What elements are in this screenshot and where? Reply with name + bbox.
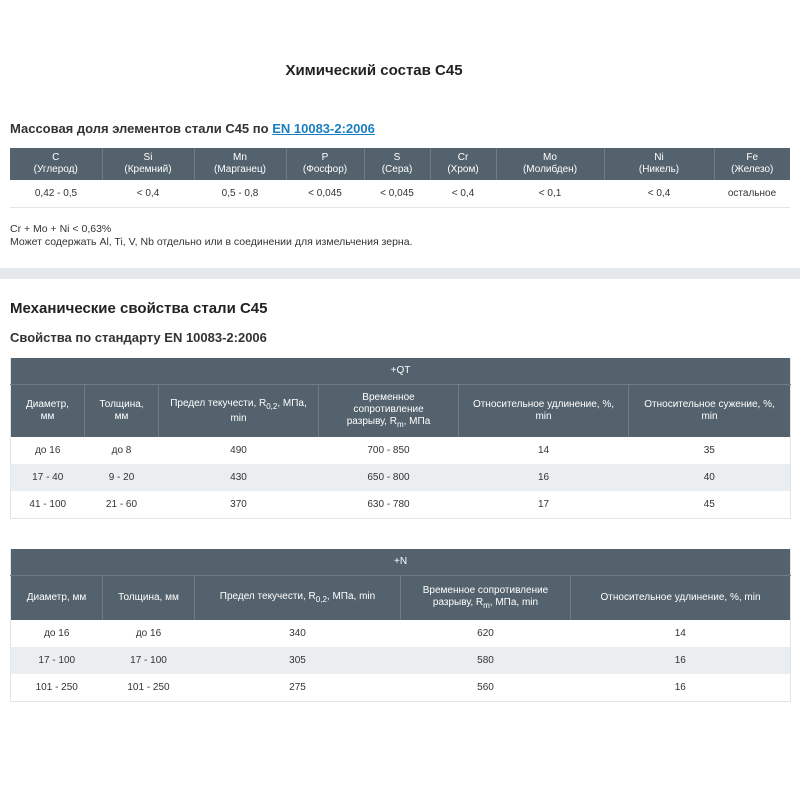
element-value: < 0,4	[451, 188, 475, 199]
table-cell: 620	[477, 628, 494, 639]
qt-group-row	[11, 358, 791, 385]
header-text: Относительное удлинение, %,	[472, 399, 615, 410]
table-cell: 21 - 60	[105, 499, 138, 510]
header-text: min	[701, 411, 718, 422]
element-header	[194, 148, 286, 180]
table-cell: 17	[537, 499, 550, 510]
tensile-strength-header	[319, 385, 459, 438]
table-cell: 17 - 40	[11, 464, 85, 491]
element-name: (Фосфор)	[302, 164, 348, 175]
chem-heading-text: Массовая доля элементов стали С45 по	[10, 121, 269, 136]
header-text: разрыву, R	[432, 596, 484, 608]
mechanical-title: Механические свойства стали С45	[10, 300, 268, 317]
chem-notes	[10, 223, 412, 249]
element-name: (Молибден)	[522, 164, 578, 175]
table-cell: 630 - 780	[367, 499, 410, 510]
n-header-row	[11, 576, 791, 621]
element-header	[286, 148, 364, 180]
n-group-row	[11, 549, 791, 576]
header-subscript: m	[483, 600, 490, 610]
header-text: разрыву, R	[346, 415, 397, 427]
element-value: < 0,4	[647, 188, 671, 199]
header-subscript: 0,2	[266, 401, 278, 411]
table-cell: 340	[289, 628, 306, 639]
header-text: Временное сопротивление	[422, 584, 549, 596]
element-symbol: Ni	[654, 152, 664, 163]
element-symbol: Mn	[233, 152, 247, 163]
yield-strength-header	[195, 576, 401, 621]
table-cell: 35	[703, 445, 715, 456]
header-subscript: 0,2	[315, 594, 327, 604]
element-header	[102, 148, 194, 180]
element-value: < 0,4	[136, 188, 160, 199]
table-row	[11, 437, 791, 464]
element-symbol: S	[393, 152, 401, 163]
table-cell: 9 - 20	[85, 464, 159, 491]
yield-strength-header	[159, 385, 319, 438]
thickness-header	[85, 385, 159, 438]
table-cell: 16	[459, 464, 629, 491]
table-cell: 650 - 800	[319, 464, 459, 491]
element-header	[430, 148, 496, 180]
element-name: (Железо)	[731, 164, 774, 175]
reduction-header	[629, 385, 791, 438]
qt-group-header: +QT	[11, 358, 791, 385]
header-text: , МПа, min	[489, 596, 539, 608]
header-text: Предел текучести, R	[219, 590, 316, 602]
thickness-header: Толщина, мм	[103, 576, 195, 621]
table-row	[11, 464, 791, 491]
table-cell: 16	[674, 682, 686, 693]
mechanical-subtitle: Свойства по стандарту EN 10083-2:2006	[10, 330, 267, 345]
element-name: (Хром)	[447, 164, 479, 175]
header-text: мм	[40, 411, 55, 422]
qt-header-row	[11, 385, 791, 438]
element-symbol: Cr	[457, 152, 469, 163]
element-symbol: Mo	[543, 152, 557, 163]
header-text: сопротивление	[353, 403, 424, 415]
header-subscript: m	[396, 419, 404, 429]
element-name: (Кремний)	[124, 164, 172, 175]
element-name: (Марганец)	[213, 164, 267, 175]
element-value: < 0,045	[308, 188, 342, 199]
diameter-header	[11, 385, 85, 438]
qt-properties-table	[10, 358, 791, 519]
table-cell: 17 - 100	[11, 647, 103, 674]
n-properties-table	[10, 549, 791, 702]
page-title: Химический состав С45	[285, 62, 463, 79]
table-cell: до 16	[44, 628, 70, 639]
section-divider	[0, 268, 800, 279]
chem-header-row	[10, 148, 790, 180]
elongation-header	[459, 385, 629, 438]
diameter-header: Диаметр, мм	[11, 576, 103, 621]
element-value: 0,42 - 0,5	[34, 188, 78, 199]
header-text: мм	[114, 411, 129, 422]
header-text: Диаметр,	[26, 399, 69, 410]
element-symbol: P	[321, 152, 329, 163]
element-name: (Сера)	[381, 164, 413, 175]
table-cell: до 16	[135, 628, 162, 639]
note-additives: Может содержать Al, Ti, V, Nb отдельно или в соединении для измельчения зерна.	[10, 236, 413, 248]
note-sum: Cr + Mo + Ni < 0,63%	[10, 223, 112, 235]
table-row	[11, 491, 791, 519]
header-text: , МПа,	[277, 397, 307, 409]
table-cell: 17 - 100	[103, 647, 195, 674]
table-cell: 430	[159, 464, 319, 491]
table-cell: 370	[230, 499, 247, 510]
table-cell: до 16	[35, 445, 61, 456]
header-text: Предел текучести, R	[170, 397, 267, 409]
table-cell: 700 - 850	[367, 445, 410, 456]
table-cell: 16	[571, 647, 791, 674]
element-header	[714, 148, 790, 180]
table-row	[11, 620, 791, 647]
table-cell: 560	[477, 682, 494, 693]
standard-link[interactable]: EN 10083-2:2006	[272, 121, 375, 136]
chem-heading	[10, 121, 375, 136]
table-cell: 40	[629, 464, 791, 491]
header-text: min	[535, 411, 552, 422]
table-cell: 101 - 250	[35, 682, 78, 693]
header-text: Относительное сужение, %,	[644, 399, 775, 410]
table-row	[11, 674, 791, 702]
table-cell: 14	[537, 445, 550, 456]
element-header	[10, 148, 102, 180]
element-symbol: Fe	[746, 152, 759, 163]
element-header	[496, 148, 604, 180]
table-cell: 275	[289, 682, 306, 693]
header-text: min	[230, 412, 247, 424]
table-cell: 45	[703, 499, 715, 510]
tensile-strength-header	[401, 576, 571, 621]
table-cell: 580	[401, 647, 571, 674]
table-cell: 490	[230, 445, 247, 456]
element-symbol: Si	[143, 152, 153, 163]
element-value: 0,5 - 0,8	[221, 188, 259, 199]
header-text: Толщина,	[99, 399, 144, 410]
element-header	[604, 148, 714, 180]
table-row	[11, 647, 791, 674]
chem-values-row	[10, 180, 790, 208]
elongation-header: Относительное удлинение, %, min	[571, 576, 791, 621]
table-cell: 101 - 250	[127, 682, 170, 693]
header-text: Временное	[362, 391, 415, 403]
header-text: , МПа, min	[326, 590, 376, 602]
table-cell: 14	[674, 628, 686, 639]
element-header	[364, 148, 430, 180]
table-cell: до 8	[111, 445, 132, 456]
chemical-composition-table	[10, 148, 790, 208]
element-symbol: C	[52, 152, 60, 163]
table-cell: 305	[195, 647, 401, 674]
header-text: , МПа	[403, 415, 431, 427]
n-group-header: +N	[11, 549, 791, 576]
element-name: (Никель)	[638, 164, 680, 175]
element-value: остальное	[727, 188, 777, 199]
element-value: < 0,045	[380, 188, 414, 199]
table-cell: 41 - 100	[29, 499, 67, 510]
element-value: < 0,1	[538, 188, 562, 199]
element-name: (Углерод)	[33, 164, 78, 175]
